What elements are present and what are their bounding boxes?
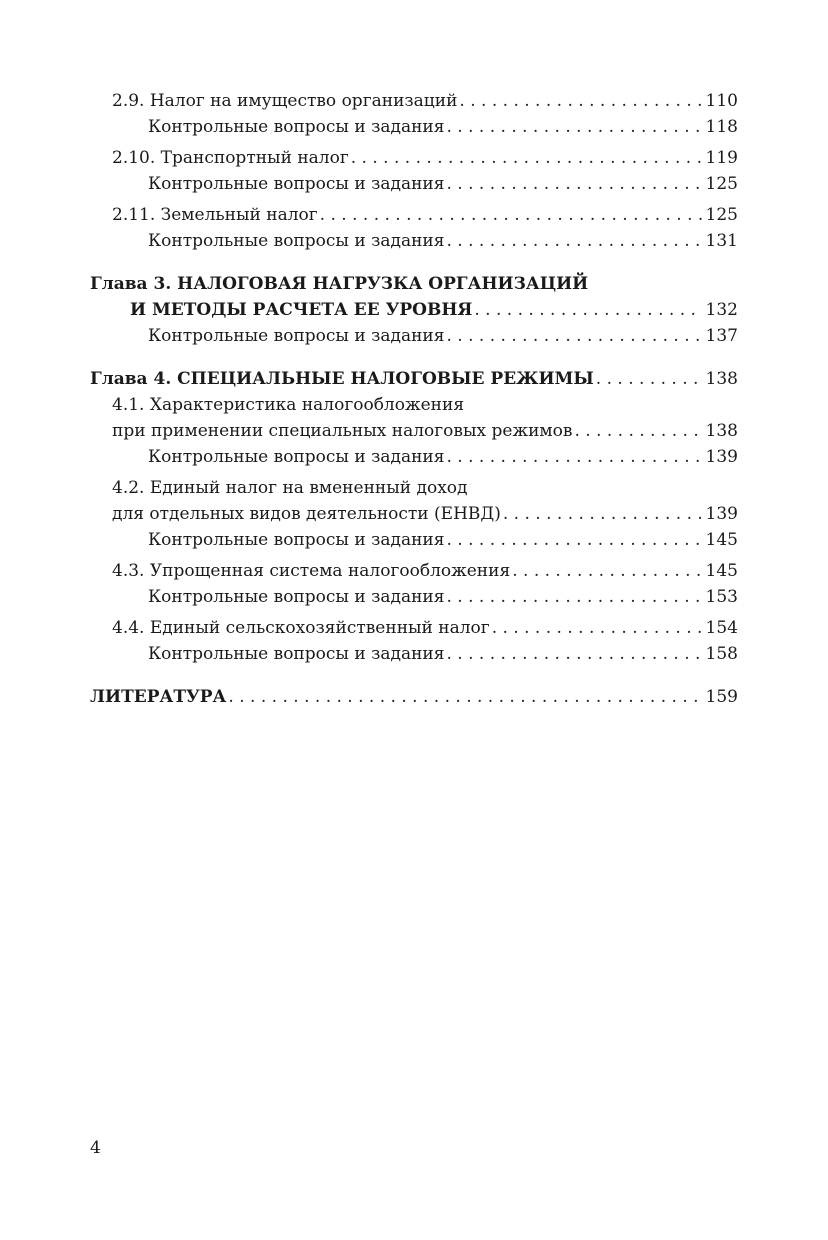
toc-entry-title: 4.3. Упрощенная система налогообложения — [112, 561, 511, 581]
toc-entry-title: 4.2. Единый налог на вмененный доход — [112, 478, 468, 498]
dot-leader — [492, 615, 702, 641]
chapter-title-line: СПЕЦИАЛЬНЫЕ НАЛОГОВЫЕ РЕЖИМЫ — [177, 369, 594, 389]
toc-literature[interactable] — [90, 684, 738, 710]
toc-entry-title: Контрольные вопросы и задания — [148, 447, 445, 467]
toc-entry-cont[interactable] — [90, 418, 738, 444]
toc-entry[interactable] — [90, 615, 738, 641]
toc-entry[interactable] — [90, 392, 738, 418]
toc-entry-page: 138 — [705, 421, 738, 441]
toc-entry-page: 154 — [705, 618, 738, 638]
toc-chapter-title: ЛИТЕРАТУРА — [90, 687, 227, 707]
toc-entry-page: 119 — [705, 148, 738, 168]
toc-entry-title: 2.9. Налог на имущество организаций — [112, 91, 458, 111]
toc-entry-page: 131 — [705, 231, 738, 251]
chapter-prefix: Глава 3. — [90, 274, 172, 294]
dot-leader — [474, 297, 701, 323]
toc-entry[interactable] — [90, 171, 738, 197]
toc-entry-title: для отдельных видов деятельности (ЕНВД) — [112, 504, 501, 524]
toc-chapter-title — [90, 271, 588, 297]
dot-leader — [228, 684, 701, 710]
chapter-title-line: НАЛОГОВАЯ НАГРУЗКА ОРГАНИЗАЦИЙ — [177, 274, 589, 294]
toc-entry-page: 153 — [705, 587, 738, 607]
dot-leader — [446, 527, 701, 553]
toc-entry-title: Контрольные вопросы и задания — [148, 644, 445, 664]
toc-entry-cont[interactable] — [90, 501, 738, 527]
dot-leader — [446, 584, 701, 610]
toc-entry[interactable] — [90, 145, 738, 171]
dot-leader — [503, 501, 702, 527]
toc-entry-title: Контрольные вопросы и задания — [148, 326, 445, 346]
toc-entry-page: 159 — [705, 687, 738, 707]
toc-entry-title: 2.11. Земельный налог — [112, 205, 318, 225]
toc-entry[interactable] — [90, 444, 738, 470]
dot-leader — [446, 171, 701, 197]
toc-entry-page: 138 — [705, 369, 738, 389]
toc-entry[interactable] — [90, 114, 738, 140]
toc-entry-title: Контрольные вопросы и задания — [148, 231, 445, 251]
dot-leader — [512, 558, 701, 584]
toc-entry-title: Контрольные вопросы и задания — [148, 117, 445, 137]
dot-leader — [459, 88, 701, 114]
dot-leader — [596, 366, 702, 392]
toc-entry[interactable] — [90, 202, 738, 228]
dot-leader — [446, 114, 701, 140]
toc-entry-title: 2.10. Транспортный налог — [112, 148, 349, 168]
toc-chapter-3-cont[interactable] — [90, 297, 738, 323]
toc-entry[interactable] — [90, 228, 738, 254]
toc-entry-page: 118 — [705, 117, 738, 137]
toc-entry-title: при применении специальных налоговых режимов — [112, 421, 573, 441]
page-number: 4 — [90, 1138, 101, 1158]
dot-leader — [446, 323, 701, 349]
toc-entry[interactable] — [90, 527, 738, 553]
toc-entry-page: 110 — [705, 91, 738, 111]
toc-entry-page: 125 — [705, 174, 738, 194]
toc-entry-page: 125 — [705, 205, 738, 225]
toc-entry[interactable] — [90, 475, 738, 501]
toc-entry-page: 139 — [705, 504, 738, 524]
table-of-contents — [90, 88, 738, 710]
toc-entry-page: 132 — [705, 300, 738, 320]
chapter-title-line: И МЕТОДЫ РАСЧЕТА ЕЕ УРОВНЯ — [130, 300, 473, 320]
dot-leader — [320, 202, 702, 228]
toc-entry[interactable] — [90, 558, 738, 584]
toc-entry[interactable] — [90, 584, 738, 610]
toc-entry-page: 158 — [705, 644, 738, 664]
dot-leader — [446, 641, 701, 667]
dot-leader — [574, 418, 701, 444]
toc-entry-page: 145 — [705, 561, 738, 581]
toc-entry-title: 4.4. Единый сельскохозяйственный налог — [112, 618, 490, 638]
dot-leader — [351, 145, 702, 171]
toc-entry-page: 139 — [705, 447, 738, 467]
toc-entry-page: 137 — [705, 326, 738, 346]
dot-leader — [446, 228, 701, 254]
toc-chapter-title — [90, 366, 594, 392]
chapter-prefix: Глава 4. — [90, 369, 172, 389]
toc-entry-title: 4.1. Характеристика налогообложения — [112, 395, 465, 415]
toc-chapter-3[interactable] — [90, 271, 738, 297]
dot-leader — [446, 444, 701, 470]
toc-entry-title: Контрольные вопросы и задания — [148, 587, 445, 607]
toc-entry-title: Контрольные вопросы и задания — [148, 174, 445, 194]
toc-entry-page: 145 — [705, 530, 738, 550]
toc-entry[interactable] — [90, 641, 738, 667]
toc-chapter-4[interactable] — [90, 366, 738, 392]
toc-entry[interactable] — [90, 323, 738, 349]
toc-entry[interactable] — [90, 88, 738, 114]
toc-entry-title: Контрольные вопросы и задания — [148, 530, 445, 550]
